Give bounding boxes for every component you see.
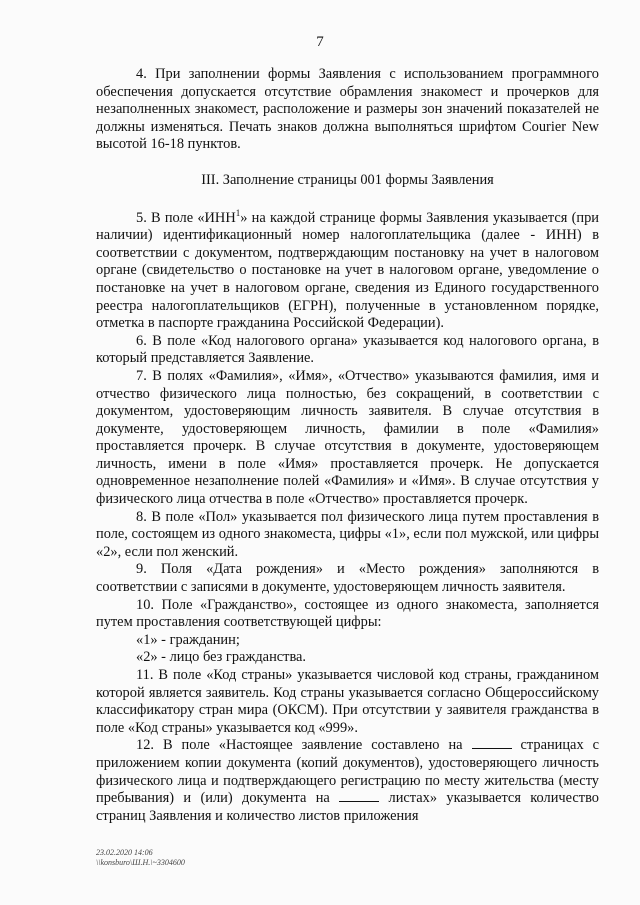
paragraph-12-middle: страницах с приложением копии документа (копий документов), удостоверяющего личность физического лица и подтверждающего регистрацию по месту жительства (месту пребывания) и (или) документа на [96, 737, 599, 807]
paragraph-4: 4. При заполнении формы Заявления с использованием программного обеспечения допускается отсутствие обрамления знакомест и прочерков для незаполненных знакомест, расположение и размеры зон значений показателей не должны изменяться. Печать знаков должна выполняться шрифтом Courier New высотой 16-18 пунктов. [96, 66, 599, 153]
paragraph-11: 11. В поле «Код страны» указывается числовой код страны, гражданином которой является заявитель. Код страны указывается согласно Общероссийскому классификатору стран мира (ОКСМ). При отсутствии у заявителя гражданства в поле «Код страны» указывается код «999». [96, 667, 599, 736]
section-heading: III. Заполнение страницы 001 формы Заявления [201, 171, 494, 188]
paragraph-12-start: 12. В поле «Настоящее заявление составлено на [136, 737, 463, 754]
blank-line [339, 790, 379, 802]
paragraph-6: 6. В поле «Код налогового органа» указывается код налогового органа, в который представляется Заявление. [96, 332, 599, 367]
paragraph-10: 10. Поле «Гражданство», состоящее из одного знакоместа, заполняется путем проставления соответствующей цифры: [96, 596, 599, 631]
document-footer [96, 848, 185, 868]
paragraph-5 [96, 207, 599, 333]
paragraph-7: 7. В полях «Фамилия», «Имя», «Отчество» указываются фамилия, имя и отчество физического лица полностью, без сокращений, в соответствии с документом, удостоверяющим личность заявителя. В случае отсутствия в документе, удостоверяющем личность, фамилии в поле «Фамилия» проставляется прочерк. В случае отсутствия в документе, удостоверяющем личность, имени в поле «Имя» проставляется прочерк. Не допускается одновременное незаполнение полей «Фамилия» и «Имя». В случае отсутствия у физического лица отчества в поле «Отчество» проставляется прочерк. [96, 367, 599, 508]
footnote-ref: 1 [235, 207, 241, 218]
footer-timestamp: 23.02.2020 14:06 [96, 848, 153, 857]
paragraph-5-rest: » на каждой странице формы Заявления указывается (при наличии) идентификационный номер налогоплательщика (далее - ИНН) в соответствии с документом, подтверждающим постановку на учет в налоговом органе (свидетельство о постановке на учет в налоговом органе, уведомление о постановке на учет в налоговом органе, сведения из Единого государственного реестра налогоплательщиков (ЕГРН), полученные в установленном порядке, отметка в паспорте гражданина Российской Федерации). [96, 209, 599, 332]
paragraph-8: 8. В поле «Пол» указывается пол физического лица путем проставления в поле, состоящем из одного знакоместа, цифры «1», если пол мужской, или цифры «2», если пол женский. [96, 508, 599, 560]
footer-file-path: \\konsburo\Ш.Н.\~3304600 [96, 858, 185, 867]
paragraph-5-start: 5. В поле «ИНН [136, 209, 236, 226]
list-item: «2» - лицо без гражданства. [136, 649, 307, 666]
page-number: 7 [316, 34, 324, 50]
paragraph-12-end: листах» указывается количество страниц Заявления и количество листов приложения [96, 790, 599, 824]
blank-line [472, 737, 512, 749]
paragraph-9: 9. Поля «Дата рождения» и «Место рождения» заполняются в соответствии с записями в документе, удостоверяющем личность заявителя. [96, 561, 599, 596]
paragraph-12 [96, 737, 599, 825]
document-body [96, 66, 599, 825]
list-item: «1» - гражданин; [136, 631, 240, 648]
